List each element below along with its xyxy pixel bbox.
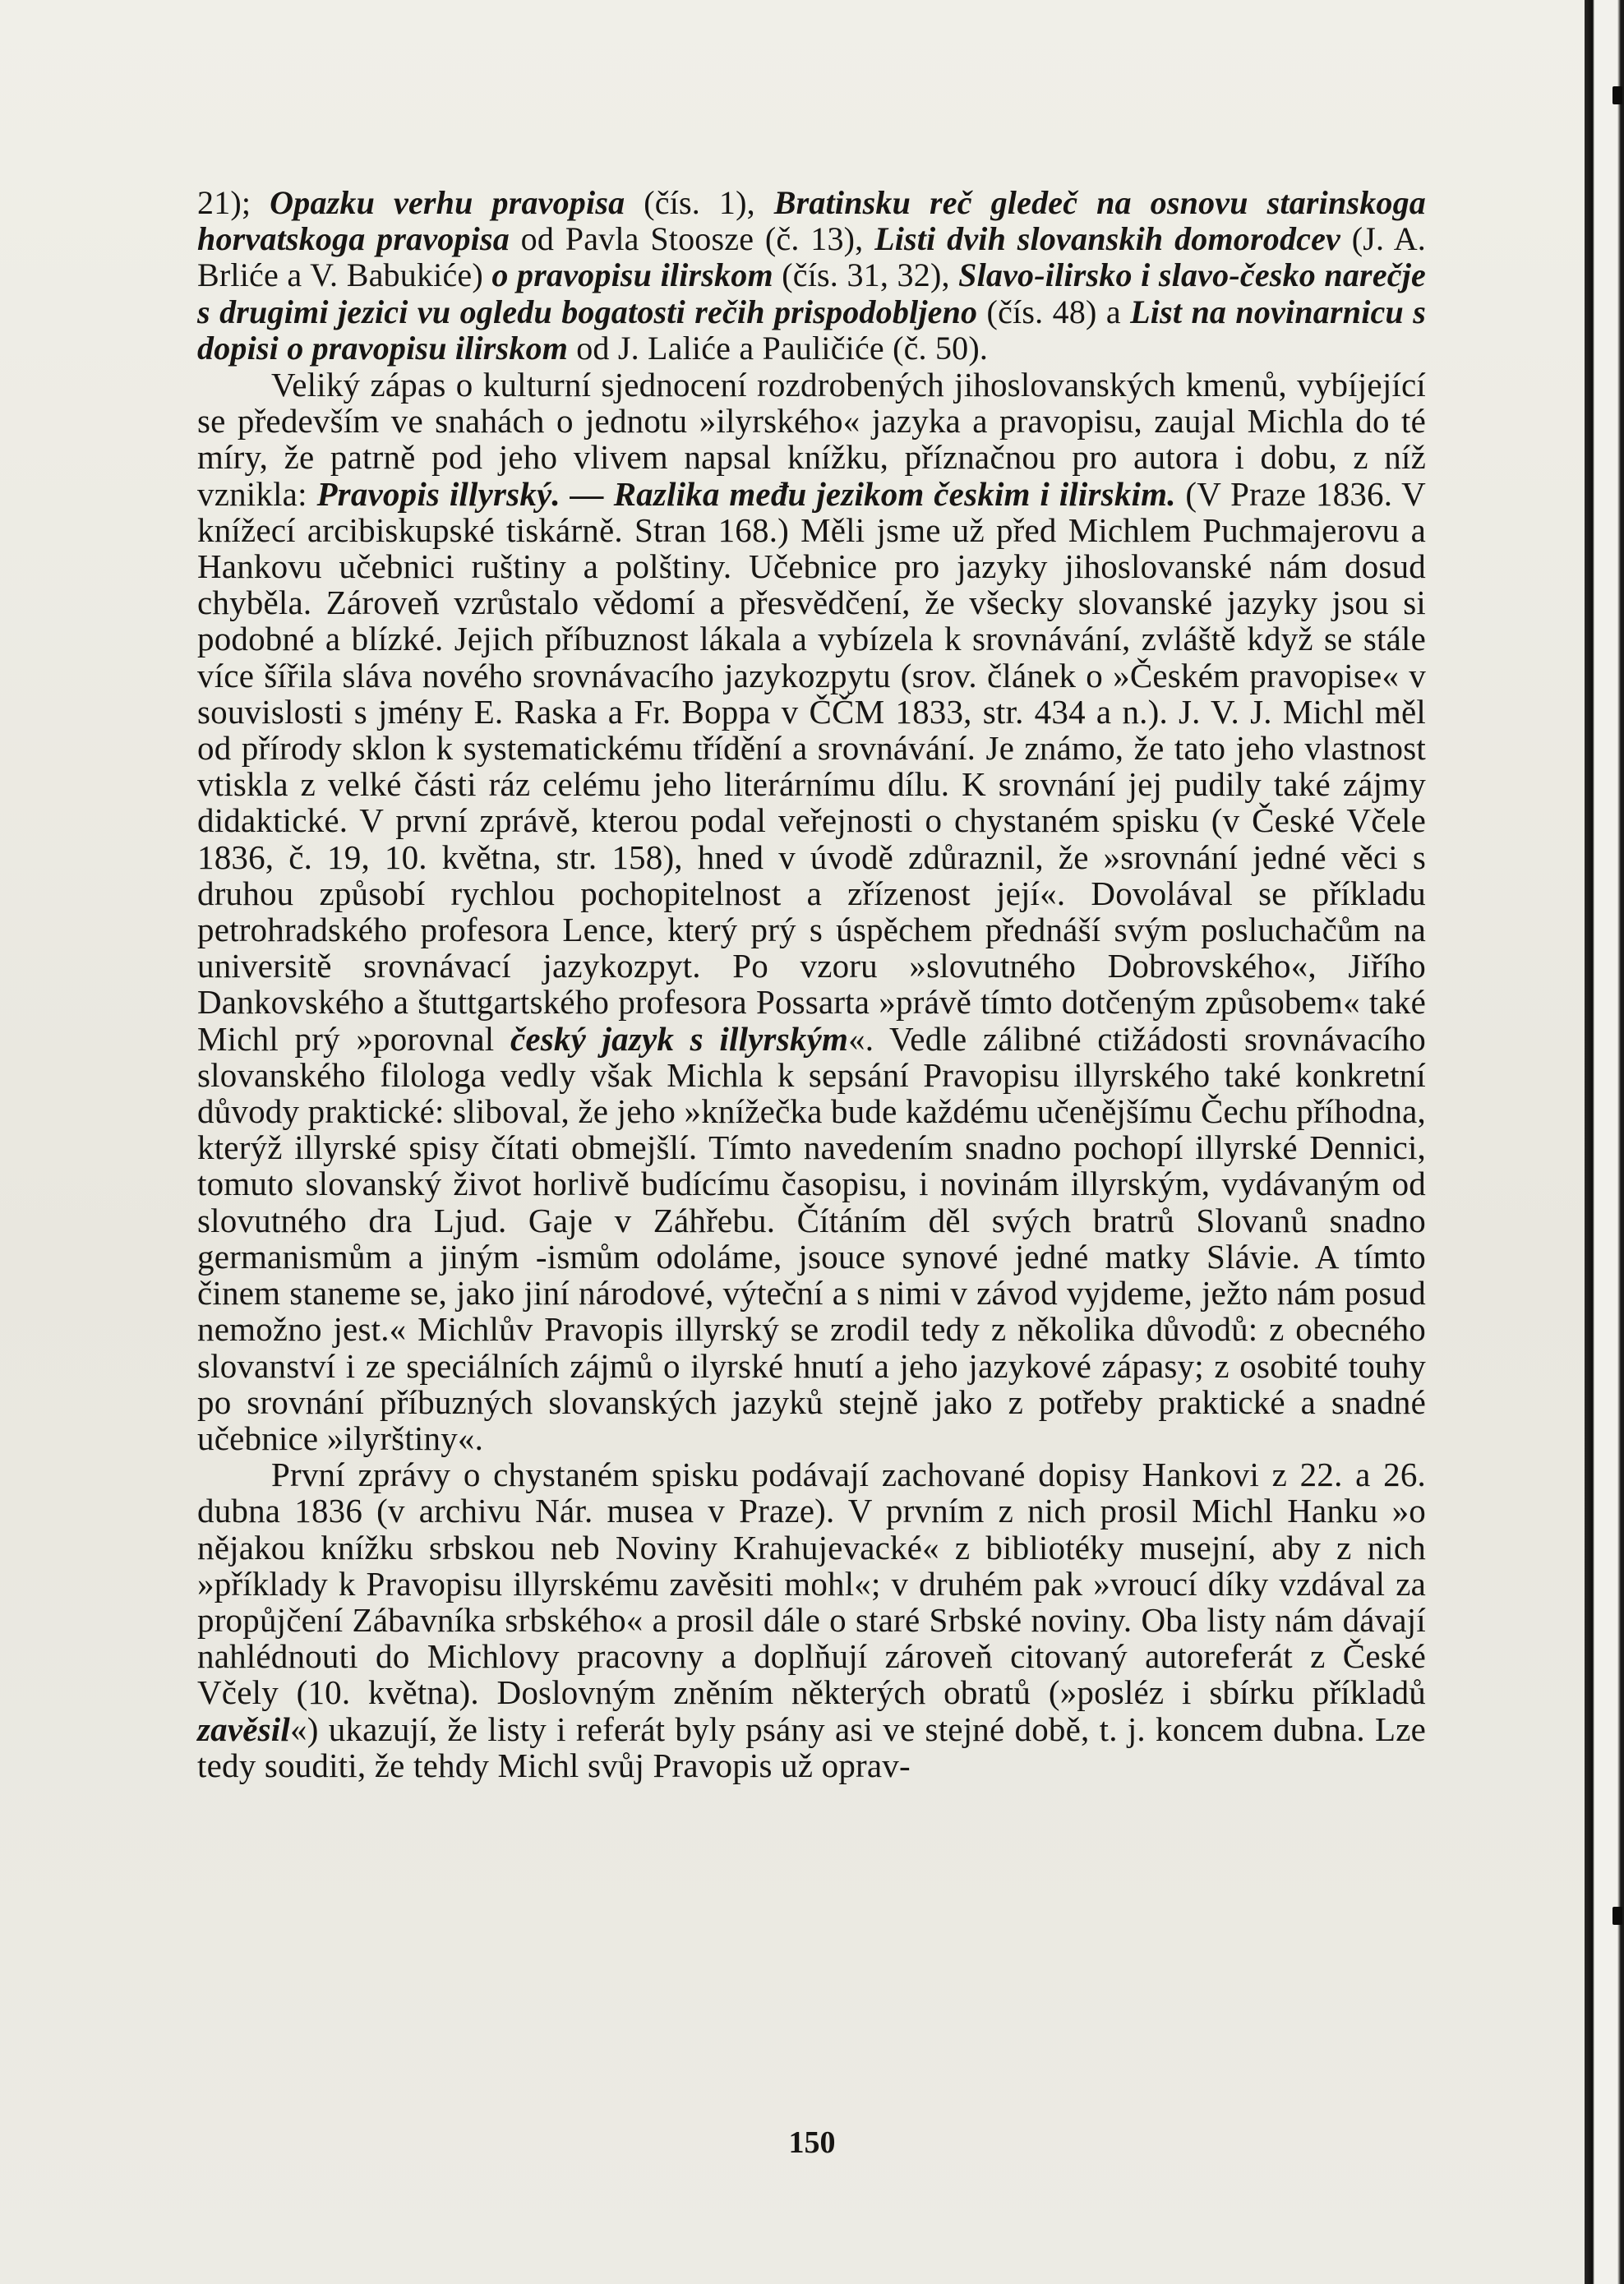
italic-title: Listi dvih slovanskih domorodcev: [874, 220, 1341, 258]
text-run: «. Vedle zálibné ctižádosti srovnávacího slovanského filologa vedly však Michla k sepsání Pravopisu illyrského také konkretní důvody praktické: sliboval, že jeho »knížečka bude každému učenějšímu Čechu příhodna, kterýž illyrské spisy čítati obmejšlí. Tímto navedením snadno pochopí illyrské Dennici, tomuto slovanský život horlivě budícímu časopisu, i novinám illyrským, vydávaným od slovutného dra Ljud. Gaje v Záhřebu. Čítáním děl svých bratrů Slovanů snadno germanismům a jiným -ismům odoláme, jsouce synové jedné matky Slávie. A tímto činem staneme se, jako jiní národové, výteční a s nimi v závod vyjdeme, ježto nám posud nemožno jest.« Michlův Pravopis illyrský se zrodil tedy z několika důvodů: z obecného slovanství i ze speciálních zájmů o ilyrské hnutí a jeho jazykové zápasy; z osobité touhy po srovnání příbuzných slovanských jazyků stejně jako z potřeby praktické a snadné učebnice »ilyrštiny«.: [197, 1019, 1426, 1457]
text-run: První zprávy o chystaném spisku podávají zachované dopisy Hankovi z 22. a 26. dubna 1836 (v archivu Nár. musea v Praze). V prvním z nich prosil Michl Hanku »o nějakou knížku srbskou neb Noviny Krahujevacké« z bibliotéky musejní, aby z nich »příklady k Pravopisu illyrskému zavěsiti mohl«; v druhém pak »vroucí díky vzdával za propůjčení Zábavníka srbského« a prosil dále o staré Srbské noviny. Oba listy nám dávají nahlédnouti do Michlovy pracovny a doplňují zároveň citovaný autoreferát z České Včely (10. května). Doslovným zněním některých obratů (»posléz i sbírku příkladů: [197, 1456, 1426, 1712]
page-binding-edge: [1585, 0, 1624, 2284]
italic-title: Bratinsku reč gledeč na osnovu starinskoga horvatskoga pravopisa: [197, 184, 1426, 258]
text-run: Veliký zápas o kulturní sjednocení rozdrobených jihoslovanských kmenů, vybíjející se především ve snahách o jednotu »ilyrského« jazyka a pravopisu, zaujal Michla do té míry, že patrně pod jeho vlivem napsal knížku, příznačnou pro autora i dobu, z níž vznikla:: [197, 366, 1426, 513]
text-run: (J. A. Brliće a V. Babukiće): [197, 220, 1426, 294]
italic-phrase: český jazyk s illyrským: [510, 1019, 849, 1058]
page-number: 150: [788, 2125, 836, 2160]
text-run: 21);: [197, 184, 270, 221]
italic-title: List na novinarnicu s dopisi o pravopisu ilirskom: [197, 293, 1426, 367]
italic-title: o pravopisu ilirskom: [491, 256, 773, 294]
text-run: (V Praze 1836. V knížecí arcibiskupské tiskárně. Stran 168.) Měli jsme už před Michlem Puchmajerovu a Hankovu učebnici ruštiny a polštiny. Učebnice pro jazyky jihoslovanské nám dosud chyběla. Zároveň vzrůstalo vědomí a přesvědčení, že všecky slovanské jazyky jsou si podobné a blízké. Jejich příbuznost lákala a vybízela k srovnávání, zvláště když se stále více šířila sláva nového srovnávacího jazykozpytu (srov. článek o »Českém pravopise« v souvislosti s jmény E. Raska a Fr. Boppa v ČČM 1833, str. 434 a n.). J. V. J. Michl měl od přírody sklon k systematickému třídění a srovnávání. Je známo, že tato jeho vlastnost vtiskla z velké části ráz celému jeho literárnímu dílu. K srovnání jej pudily také zájmy didaktické. V první zprávě, kterou podal veřejnosti o chystaném spisku (v České Včele 1836, č. 19, 10. května, str. 158), hned v úvodě zdůraznil, že »srovnání jedné věci s druhou způsobí rychlou pochopitelnost a zřízenost její«. Dovolával se příkladu petrohradského profesora Lence, který prý s úspěchem přednáší svým posluchačům na universitě srovnávací jazykozpyt. Po vzoru »slovutného Dobrovského«, Jiřího Dankovského a štuttgartského profesora Possarta »právě tímto dotčeným způsobem« také Michl prý »porovnal: [197, 474, 1426, 1058]
italic-title: Opazku verhu pravopisa: [270, 184, 625, 221]
text-run: od J. Laliće a Pauličiće (č. 50).: [568, 329, 989, 367]
body-text: [197, 185, 1426, 1783]
binding-clip-bottom: [1612, 1907, 1622, 1925]
italic-title: Slavo-ilirsko i slavo-česko narečje s drugimi jezici vu ogledu bogatosti rečih prispodobljeno: [197, 256, 1426, 330]
paragraph-prvni-zpravy: [197, 1456, 1426, 1783]
text-run: od Pavla Stoosze (č. 13),: [509, 220, 875, 258]
text-run: (čís. 1),: [625, 184, 774, 221]
italic-title: Pravopis illyrský. — Razlika među jezikom českim i ilirskim.: [316, 474, 1176, 513]
paragraph-pravopis-illyrsky: [197, 367, 1426, 1456]
text-run: (čís. 31, 32),: [773, 256, 959, 294]
text-run: (čís. 48) a: [977, 293, 1131, 330]
italic-word: zavěsil: [197, 1710, 290, 1748]
bibliography-paragraph: [197, 185, 1426, 367]
text-run: «) ukazují, že listy i referát byly psány asi ve stejné době, t. j. koncem dubna. Lze tedy souditi, že tehdy Michl svůj Pravopis už oprav-: [197, 1710, 1426, 1784]
binding-clip-top: [1612, 86, 1622, 104]
